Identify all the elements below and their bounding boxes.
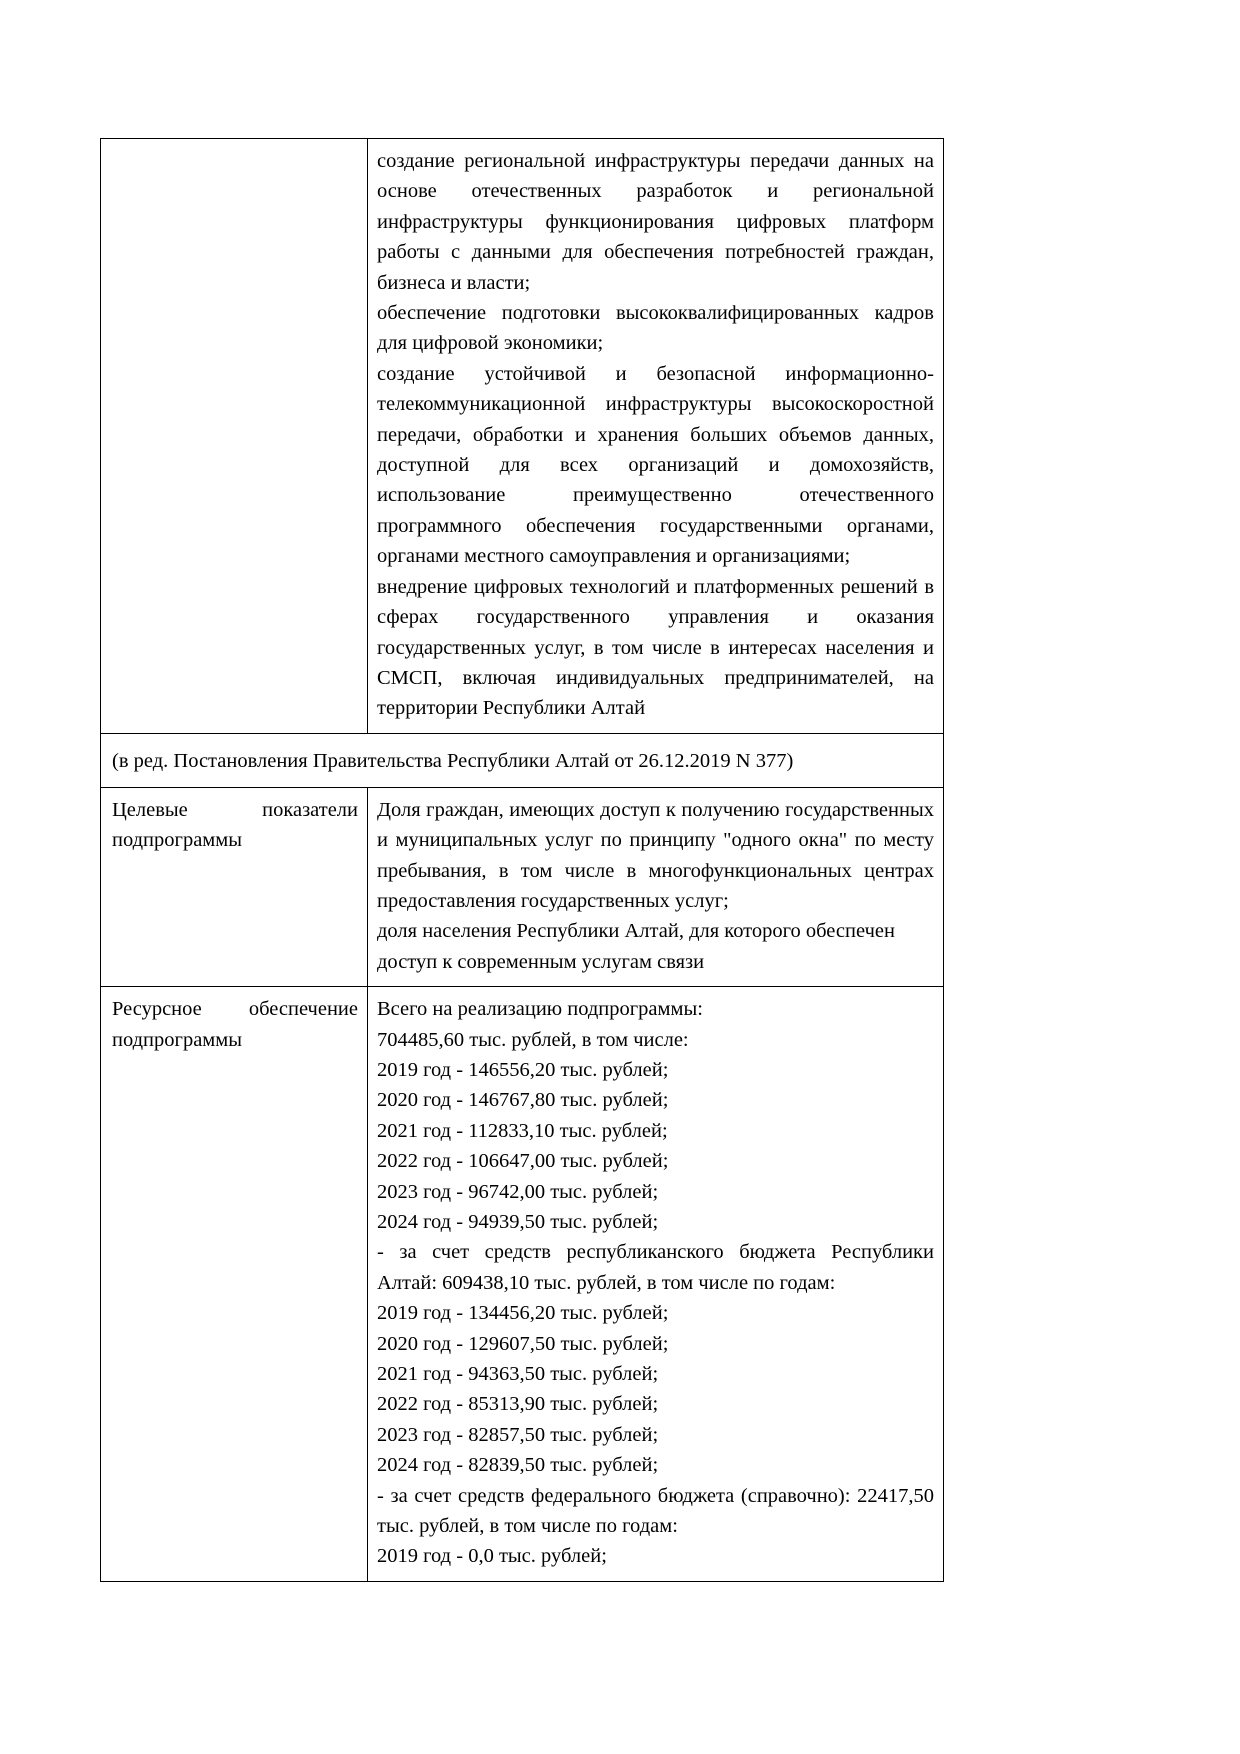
amendment-note-row — [101, 733, 944, 787]
target-indicator-paragraph: доля населения Республики Алтай, для которого обеспечен доступ к современным услугам связи — [377, 920, 895, 973]
republic-budget-line: 2021 год - 94363,50 тыс. рублей; — [377, 1363, 659, 1386]
row-value-cell-objectives — [368, 139, 944, 734]
federal-budget-intro: - за счет средств федерального бюджета (справочно): 22417,50 тыс. рублей, в том числе по годам: — [377, 1484, 934, 1538]
target-indicator-paragraph: Доля граждан, имеющих доступ к получению государственных и муниципальных услуг по принципу "одного окна" по месту пребывания, в том числе в многофункциональных центрах предоставления государственных услуг; — [377, 798, 934, 912]
budget-line: Всего на реализацию подпрограммы: — [377, 998, 703, 1021]
row-label-line-1: Ресурсное обеспечение — [112, 998, 358, 1021]
budget-line: 2024 год - 94939,50 тыс. рублей; — [377, 1211, 659, 1233]
row-label-cell-resource-support — [101, 987, 368, 1582]
amendment-note-text: (в ред. Постановления Правительства Республики Алтай от 26.12.2019 N 377) — [112, 749, 794, 772]
objective-paragraph: создание региональной инфраструктуры передачи данных на основе отечественных разработок и региональной инфраструктуры функционирования цифровых платформ работы с данными для обеспечения потребностей граждан, бизнеса и власти; — [377, 150, 934, 294]
republic-budget-line: 2019 год - 134456,20 тыс. рублей; — [377, 1302, 669, 1325]
row-label-line-2: подпрограммы — [112, 829, 243, 852]
budget-line: 2023 год - 96742,00 тыс. рублей; — [377, 1180, 659, 1203]
row-label-line-2: подпрограммы — [112, 1028, 243, 1051]
federal-budget-line: 2019 год - 0,0 тыс. рублей; — [377, 1545, 607, 1568]
republic-budget-line: 2020 год - 129607,50 тыс. рублей; — [377, 1332, 669, 1355]
budget-line: 2020 год - 146767,80 тыс. рублей; — [377, 1089, 669, 1112]
amendment-note-cell — [101, 733, 944, 787]
table-row — [101, 987, 944, 1582]
objective-paragraph: обеспечение подготовки высококвалифицированных кадров для цифровой экономики; — [377, 302, 934, 355]
budget-line: 2021 год - 112833,10 тыс. рублей; — [377, 1119, 668, 1142]
budget-line: 2022 год - 106647,00 тыс. рублей; — [377, 1150, 669, 1173]
republic-budget-line: 2022 год - 85313,90 тыс. рублей; — [377, 1393, 659, 1416]
budget-line: 2019 год - 146556,20 тыс. рублей; — [377, 1058, 669, 1081]
table-row — [101, 139, 944, 734]
row-value-cell-resource-support — [368, 987, 944, 1582]
row-label-line-1: Целевые показатели — [112, 798, 358, 821]
budget-line: 704485,60 тыс. рублей, в том числе: — [377, 1028, 689, 1051]
objective-paragraph: внедрение цифровых технологий и платформенных решений в сферах государственного управления и оказания государственных услуг, в том числе в интересах населения и СМСП, включая индивидуальных предпринимателей, на территории Республики Алтай — [377, 575, 934, 720]
row-label-cell-target-indicators — [101, 787, 368, 986]
table-row — [101, 787, 944, 986]
republic-budget-line: 2023 год - 82857,50 тыс. рублей; — [377, 1423, 659, 1446]
republic-budget-line: 2024 год - 82839,50 тыс. рублей; — [377, 1454, 659, 1477]
program-parameters-table — [100, 138, 944, 1582]
row-value-cell-target-indicators — [368, 787, 944, 986]
objective-paragraph: создание устойчивой и безопасной информационно-телекоммуникационной инфраструктуры высокоскоростной передачи, обработки и хранения больших объемов данных, доступной для всех организаций и домохозяйств, использование преимущественно отечественного программного обеспечения государственными органами, органами местного самоуправления и организациями; — [377, 362, 934, 568]
row-label-cell-empty — [101, 139, 368, 734]
republic-budget-intro: - за счет средств республиканского бюджета Республики Алтай: 609438,10 тыс. рублей, в том числе по годам: — [377, 1241, 934, 1294]
